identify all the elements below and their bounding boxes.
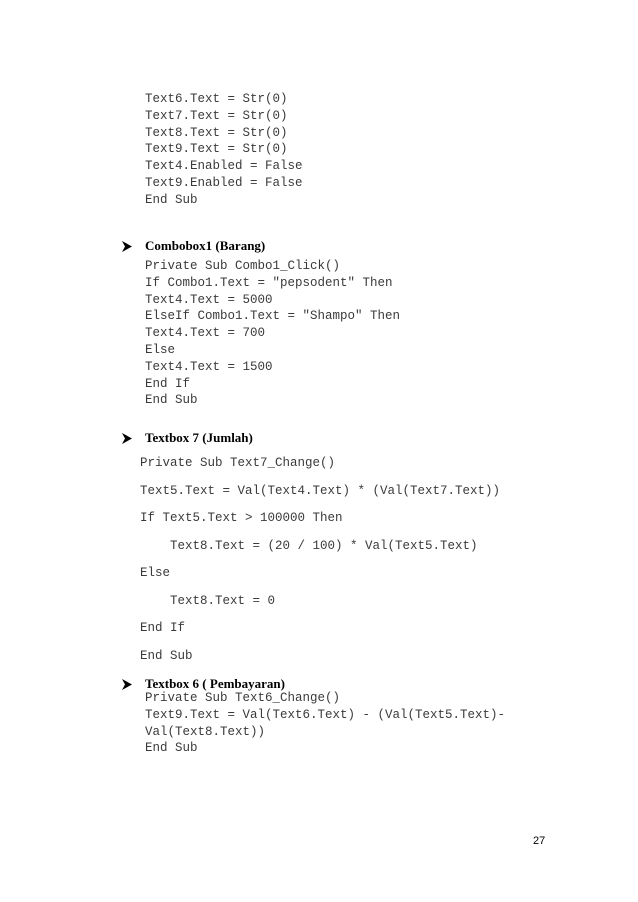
code-line: Else <box>145 342 176 357</box>
code-line: End Sub <box>145 741 198 756</box>
code-line: Val(Text8.Text)) <box>145 724 266 739</box>
code-line: End If <box>145 376 191 391</box>
section-heading-textbox7 <box>122 430 253 446</box>
code-line: Text4.Enabled = False <box>145 159 303 174</box>
code-line: End Sub <box>145 393 198 408</box>
code-line: End If <box>140 621 186 635</box>
code-line: If Combo1.Text = "pepsodent" Then <box>145 275 393 290</box>
code-line: Text8.Text = 0 <box>140 593 276 608</box>
code-line: If Text5.Text > 100000 Then <box>140 511 343 525</box>
section-heading-text: Textbox 7 (Jumlah) <box>145 430 253 445</box>
code-line: Else <box>140 566 171 580</box>
code-line: Text9.Text = Val(Text6.Text) - (Val(Text5.Text)- <box>145 707 506 722</box>
code-line: Text8.Text = (20 / 100) * Val(Text5.Text) <box>140 538 478 553</box>
code-line: Text4.Text = 1500 <box>145 359 273 374</box>
code-line: End Sub <box>145 192 198 207</box>
arrow-bullet-icon <box>122 241 132 252</box>
section-heading-text: Combobox1 (Barang) <box>145 238 266 253</box>
code-block-textbox6 <box>145 690 505 757</box>
code-line: Private Sub Text7_Change() <box>140 456 336 470</box>
code-line: End Sub <box>140 648 193 663</box>
section-heading-combobox <box>122 238 265 254</box>
code-line: ElseIf Combo1.Text = "Shampo" Then <box>145 309 401 324</box>
code-line: Text7.Text = Str(0) <box>145 108 288 123</box>
code-line: Text6.Text = Str(0) <box>145 92 288 106</box>
arrow-bullet-icon <box>122 679 132 690</box>
code-line: Text9.Enabled = False <box>145 175 303 190</box>
code-line: Text8.Text = Str(0) <box>145 125 288 140</box>
code-line: Text4.Text = 700 <box>145 326 266 341</box>
code-line: Text5.Text = Val(Text4.Text) * (Val(Text7.Text)) <box>140 483 501 498</box>
code-line: Private Sub Combo1_Click() <box>145 259 341 273</box>
code-block-top <box>145 91 303 209</box>
code-line: Text4.Text = 5000 <box>145 292 273 307</box>
code-block-textbox7 <box>140 450 500 670</box>
arrow-bullet-icon <box>122 433 132 444</box>
code-block-combobox <box>145 258 400 409</box>
code-line: Text9.Text = Str(0) <box>145 142 288 157</box>
code-line: Private Sub Text6_Change() <box>145 691 341 705</box>
section-heading-text: Textbox 6 ( Pembayaran) <box>145 676 285 691</box>
page-number: 27 <box>533 835 546 847</box>
